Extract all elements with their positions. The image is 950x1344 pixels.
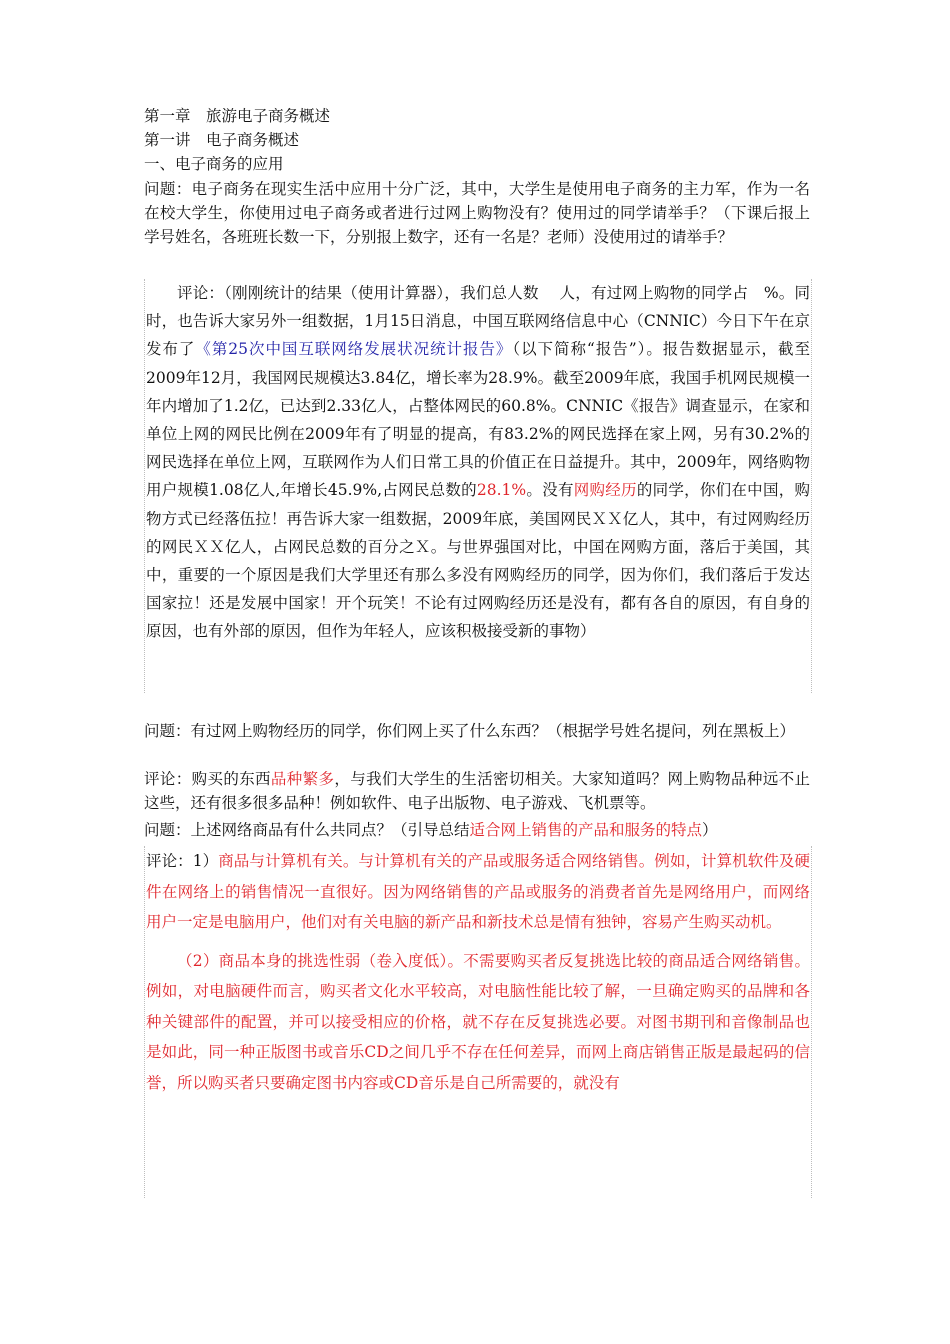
comment-1-text-b: （以下简称“报告”）。报告数据显示，截至2009年12月，我国网民规模达3.84亿，增长率为28.9%。截至2009年底，我国手机网民规模一年内增加了1.2亿，已达到2.33亿人，占整体网民的60.8%。CNNIC《报告》调查显示，在家和单位上网的网民比例在2009年有了明显的提高，有83.2%的网民选择在家上网，另有30.2%的网民选择在单位上网，互联网作为人们日常工具的价值正在日益提升。其中，2009年，网络购物用户规模1.08亿人,年增长45.9%,占网民总数的 [146,340,810,500]
question-3-text-b: ） [702,821,718,839]
comment-2 [144,767,810,815]
comment-2-highlight: 品种繁多 [270,770,335,788]
comment-3-point-1 [145,846,811,938]
comment-3-point-1-text: 商品与计算机有关。与计算机有关的产品或服务适合网络销售。例如，计算机软件及硬件在网络上的销售情况一直很好。因为网络销售的产品或服务的消费者首先是网络用户，而网络用户一定是电脑用户，他们对有关电脑的新产品和新技术总是情有独钟，容易产生购买动机。 [146,852,810,931]
report-link[interactable]: 《第25次中国互联网络发展状况统计报告》 [195,340,513,359]
comment-1-text-d: 的同学，你们在中国，购物方式已经落伍拉！再告诉大家一组数据，2009年底，美国网民ＸＸ亿人，其中，有过网购经历的网民ＸＸ亿人，占网民总数的百分之Ｘ。与世界强国对比，中国在网购方面，落后于美国，其中，重要的一个原因是我们大学里还有那么多没有网购经历的同学，因为你们，我们落后于发达国家拉！还是发展中国家！开个玩笑！不论有过网购经历还是没有，都有各自的原因，有自身的原因，也有外部的原因，但作为年轻人，应该积极接受新的事物） [146,481,810,641]
comment-2-text-a: 评论：购买的东西 [144,770,271,788]
section-heading: 一、电子商务的应用 [144,155,284,173]
comment-2-text-b: ，与我们大学生的生活密切相关。大家知道吗？网上购物品种远不止这些，还有很多很多品种！例如软件、电子出版物、电子游戏、飞机票等。 [144,770,810,812]
comment-3-box [144,846,812,1198]
question-3-highlight: 适合网上销售的产品和服务的特点 [469,821,703,839]
comment-1-text-a: 评论：（刚刚统计的结果（使用计算器），我们总人数 人，有过网上购物的同学占 %。同时，也告诉大家另外一组数据，1月15日消息，中国互联网络信息中心（CNNIC）今日下午在京发布了 [146,284,810,359]
comment-1-box [144,279,812,693]
highlight-percent: 28.1% [476,481,527,500]
question-3 [144,818,810,842]
comment-1-text-c: 。没有 [526,481,574,500]
question-2: 问题：有过网上购物经历的同学，你们网上买了什么东西？（根据学号姓名提问，列在黑板上） [144,722,796,740]
highlight-term: 网购经历 [573,481,637,500]
question-3-text-a: 问题：上述网络商品有什么共同点？（引导总结 [144,821,470,839]
comment-1 [145,279,811,646]
comment-3-point-2: （2）商品本身的挑选性弱（卷入度低）。不需要购买者反复挑选比较的商品适合网络销售。例如，对电脑硬件而言，购买者文化水平较高，对电脑性能比较了解，一旦确定购买的品牌和各种关键部件的配置，并可以接受相应的价格，就不存在反复挑选必要。对图书期刊和音像制品也是如此，同一种正版图书或音乐CD之间几乎不存在任何差异，而网上商店销售正版是最起码的信誉，所以购买者只要确定图书内容或CD音乐是自己所需要的，就没有 [146,951,810,1092]
chapter-heading: 第一章 旅游电子商务概述 [144,107,331,125]
comment-3-prefix: 评论：1） [146,852,219,870]
question-1: 问题：电子商务在现实生活中应用十分广泛，其中，大学生是使用电子商务的主力军，作为一名在校大学生，你使用过电子商务或者进行过网上购物没有？使用过的同学请举手？（下课后报上学号姓名，各班班长数一下，分别报上数字，还有一名是？老师）没使用过的请举手？ [144,180,810,246]
lecture-heading: 第一讲 电子商务概述 [144,131,300,149]
